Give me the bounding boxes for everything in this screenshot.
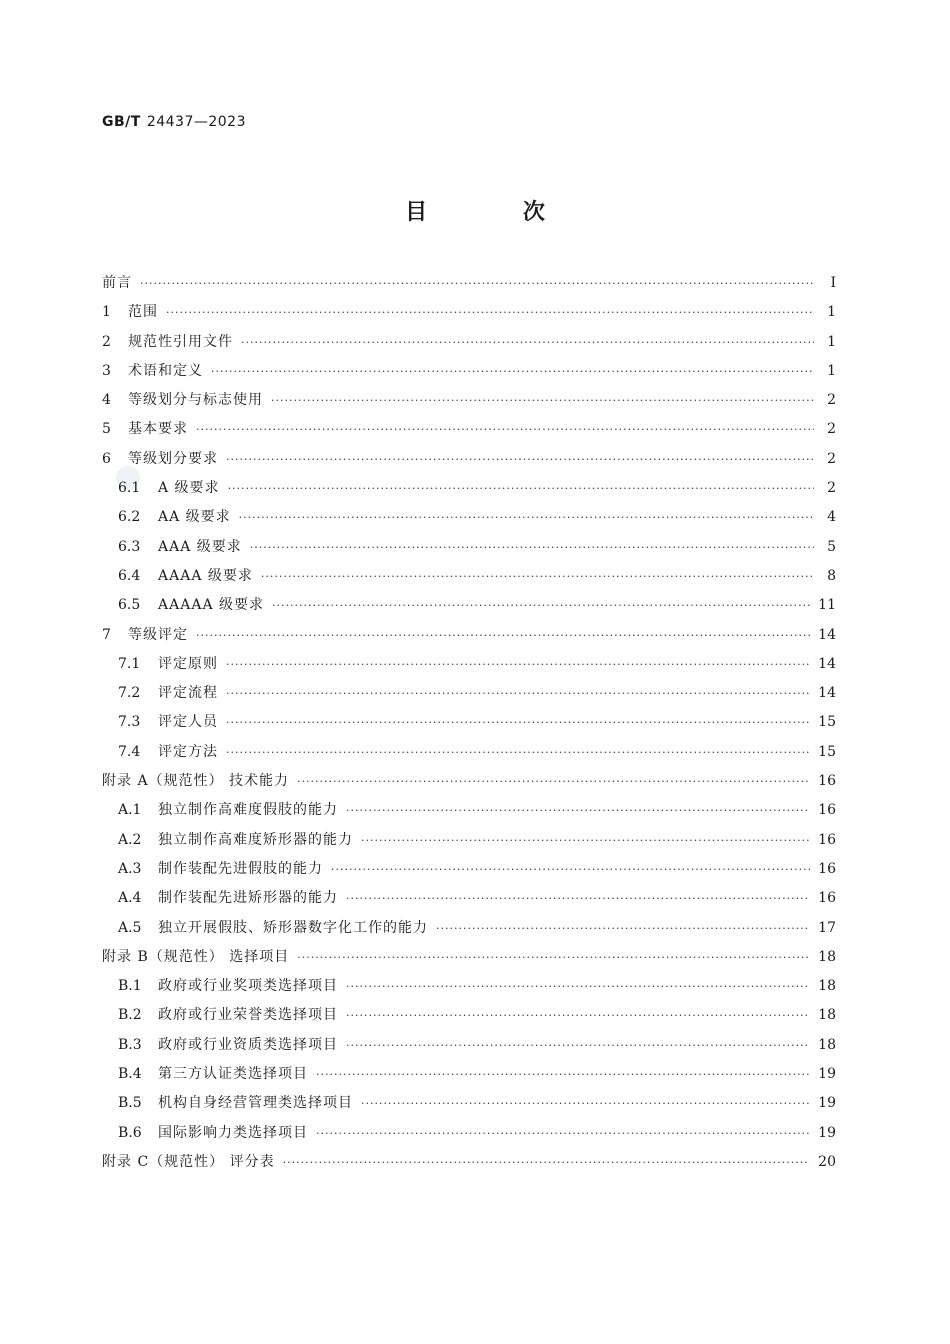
toc-entry-number: A.1 (118, 802, 142, 819)
toc-entry-page: 2 (827, 392, 836, 409)
toc-leader-dots (346, 972, 810, 1001)
toc-entry[interactable] (102, 1031, 836, 1060)
toc-entry[interactable] (102, 328, 836, 357)
toc-leader-dots (436, 914, 810, 943)
toc-entry-number: 6.1 (118, 480, 141, 497)
toc-entry-page: 1 (827, 304, 836, 321)
toc-entry[interactable] (102, 1060, 836, 1089)
toc-leader-dots (211, 357, 814, 386)
toc-leader-dots (297, 943, 810, 972)
toc-entry-page: 18 (818, 978, 836, 995)
toc-entry[interactable] (102, 943, 836, 972)
toc-leader-dots (226, 738, 810, 767)
toc-entry-page: 16 (818, 860, 836, 877)
toc-leader-dots (283, 1148, 811, 1177)
toc-entry-page: 14 (818, 685, 836, 702)
page-title: 目 次 (405, 200, 589, 225)
toc-entry-title: 制作装配先进假肢的能力 (158, 860, 323, 877)
toc-entry-title: AAAA 级要求 (158, 567, 253, 584)
toc-entry-title: 第三方认证类选择项目 (158, 1066, 308, 1083)
toc-entry[interactable] (102, 621, 836, 650)
toc-entry-number: B.4 (118, 1066, 142, 1083)
toc-entry-page: 16 (818, 831, 836, 848)
toc-leader-dots (361, 826, 810, 855)
toc-entry-title: 附录 A（规范性） 技术能力 (102, 773, 290, 790)
toc-entry-page: 17 (818, 919, 836, 936)
toc-entry[interactable] (102, 298, 836, 327)
toc-entry-page: 14 (818, 626, 836, 643)
toc-entry-title: 基本要求 (128, 421, 188, 438)
toc-entry-title: AAA 级要求 (158, 538, 242, 555)
toc-entry-title: 政府或行业荣誉类选择项目 (158, 1007, 338, 1024)
toc-entry-number: 6.4 (118, 567, 141, 584)
toc-entry-number: 7.3 (118, 714, 141, 731)
toc-entry-number: A.4 (118, 890, 142, 907)
toc-leader-dots (250, 533, 814, 562)
toc-entry-page: 19 (818, 1095, 836, 1112)
toc-entry[interactable] (102, 796, 836, 825)
toc-entry-page: 4 (827, 509, 836, 526)
toc-entry-title: AA 级要求 (158, 509, 231, 526)
table-of-contents (102, 269, 836, 1177)
toc-leader-dots (241, 328, 814, 357)
toc-entry-page: Ⅰ (830, 275, 836, 291)
toc-entry-title: 前言 (102, 275, 132, 291)
toc-leader-dots (140, 269, 814, 298)
toc-entry-page: 14 (818, 655, 836, 672)
toc-leader-dots (297, 767, 810, 796)
toc-entry-number: 6.5 (118, 597, 141, 614)
toc-entry[interactable] (102, 972, 836, 1001)
toc-entry-title: 政府或行业奖项类选择项目 (158, 978, 338, 995)
toc-entry-page: 18 (818, 1007, 836, 1024)
toc-leader-dots (271, 386, 814, 415)
toc-entry-page: 16 (818, 802, 836, 819)
toc-entry-title: 术语和定义 (128, 362, 203, 379)
toc-leader-dots (226, 679, 810, 708)
toc-entry-number: A.2 (118, 831, 142, 848)
toc-entry-number: 6.3 (118, 538, 141, 555)
standard-prefix: GB/T (102, 114, 141, 130)
toc-entry[interactable] (102, 1089, 836, 1118)
toc-entry-page: 18 (818, 948, 836, 965)
toc-entry[interactable] (102, 386, 836, 415)
toc-entry-title: 评定原则 (158, 655, 218, 672)
toc-entry-page: 1 (827, 362, 836, 379)
toc-leader-dots (226, 650, 810, 679)
toc-entry-title: 独立制作高难度矫形器的能力 (158, 831, 353, 848)
toc-entry[interactable] (102, 650, 836, 679)
toc-entry-title: 附录 B（规范性） 选择项目 (102, 948, 290, 965)
toc-entry-number: 4 (102, 392, 111, 409)
standard-number: 24437—2023 (146, 114, 246, 130)
toc-entry[interactable] (102, 474, 836, 503)
toc-entry[interactable] (102, 357, 836, 386)
toc-entry-title: 国际影响力类选择项目 (158, 1124, 308, 1141)
toc-leader-dots (261, 562, 814, 591)
toc-entry-number: 6 (102, 450, 111, 467)
toc-entry-number: 1 (102, 304, 111, 321)
toc-leader-dots (346, 1001, 810, 1030)
toc-leader-dots (239, 503, 814, 532)
toc-leader-dots (272, 591, 810, 620)
toc-entry-title: 独立开展假肢、矫形器数字化工作的能力 (158, 919, 428, 936)
toc-entry[interactable] (102, 767, 836, 796)
toc-entry[interactable] (102, 533, 836, 562)
toc-entry-number: 6.2 (118, 509, 141, 526)
toc-entry-number: B.6 (118, 1124, 142, 1141)
toc-leader-dots (166, 298, 814, 327)
toc-entry[interactable] (102, 562, 836, 591)
toc-entry[interactable] (102, 269, 836, 298)
toc-leader-dots (346, 884, 810, 913)
toc-entry-page: 16 (818, 773, 836, 790)
toc-entry[interactable] (102, 826, 836, 855)
toc-entry-page: 15 (818, 743, 836, 760)
toc-entry-page: 19 (818, 1124, 836, 1141)
toc-entry-number: 3 (102, 362, 111, 379)
toc-entry-page: 11 (818, 597, 836, 614)
toc-leader-dots (316, 1060, 810, 1089)
toc-entry-title: 评定方法 (158, 743, 218, 760)
toc-entry-title: 制作装配先进矫形器的能力 (158, 890, 338, 907)
toc-leader-dots (346, 796, 810, 825)
toc-entry[interactable] (102, 1119, 836, 1148)
toc-entry[interactable] (102, 503, 836, 532)
toc-entry-number: 2 (102, 333, 111, 350)
toc-entry[interactable] (102, 708, 836, 737)
toc-entry-page: 8 (827, 567, 836, 584)
toc-entry-title: A 级要求 (158, 480, 220, 497)
toc-entry[interactable] (102, 914, 836, 943)
toc-entry-title: 规范性引用文件 (128, 333, 233, 350)
toc-entry-page: 15 (818, 714, 836, 731)
toc-entry-number: A.3 (118, 860, 142, 877)
toc-leader-dots (196, 621, 810, 650)
toc-entry-page: 20 (818, 1153, 836, 1170)
toc-leader-dots (346, 1031, 810, 1060)
toc-entry-page: 5 (827, 538, 836, 555)
toc-entry-page: 2 (827, 421, 836, 438)
toc-entry[interactable] (102, 1148, 836, 1177)
toc-entry-title: 政府或行业资质类选择项目 (158, 1036, 338, 1053)
toc-leader-dots (226, 445, 814, 474)
toc-entry-title: 附录 C（规范性） 评分表 (102, 1153, 275, 1170)
toc-entry-title: 独立制作高难度假肢的能力 (158, 802, 338, 819)
toc-entry-number: B.3 (118, 1036, 142, 1053)
toc-entry-page: 19 (818, 1066, 836, 1083)
toc-leader-dots (196, 415, 814, 444)
toc-leader-dots (228, 474, 814, 503)
toc-entry-page: 16 (818, 890, 836, 907)
toc-entry-page: 1 (827, 333, 836, 350)
toc-entry-title: 范围 (128, 304, 158, 321)
toc-entry[interactable] (102, 1001, 836, 1030)
toc-entry[interactable] (102, 591, 836, 620)
toc-entry-title: 等级评定 (128, 626, 188, 643)
toc-entry[interactable] (102, 679, 836, 708)
standard-code (102, 114, 246, 130)
toc-entry-number: 5 (102, 421, 111, 438)
toc-entry-number: 7 (102, 626, 111, 643)
toc-leader-dots (331, 855, 810, 884)
toc-entry-title: 机构自身经营管理类选择项目 (158, 1095, 353, 1112)
toc-entry-title: AAAAA 级要求 (158, 597, 265, 614)
toc-entry-number: A.5 (118, 919, 142, 936)
toc-leader-dots (361, 1089, 810, 1118)
toc-entry[interactable] (102, 884, 836, 913)
toc-entry-title: 等级划分与标志使用 (128, 392, 263, 409)
toc-entry-number: B.2 (118, 1007, 142, 1024)
toc-entry-title: 等级划分要求 (128, 450, 218, 467)
toc-entry-page: 2 (827, 450, 836, 467)
toc-entry-number: 7.2 (118, 685, 141, 702)
toc-entry[interactable] (102, 855, 836, 884)
toc-leader-dots (226, 708, 810, 737)
toc-entry-number: B.1 (118, 978, 142, 995)
toc-entry-number: 7.1 (118, 655, 141, 672)
toc-entry-page: 18 (818, 1036, 836, 1053)
toc-entry[interactable] (102, 445, 836, 474)
toc-entry-page: 2 (827, 480, 836, 497)
toc-entry[interactable] (102, 415, 836, 444)
toc-entry-title: 评定人员 (158, 714, 218, 731)
toc-entry-number: 7.4 (118, 743, 141, 760)
toc-entry[interactable] (102, 738, 836, 767)
toc-leader-dots (316, 1119, 810, 1148)
toc-entry-title: 评定流程 (158, 685, 218, 702)
toc-entry-number: B.5 (118, 1095, 142, 1112)
